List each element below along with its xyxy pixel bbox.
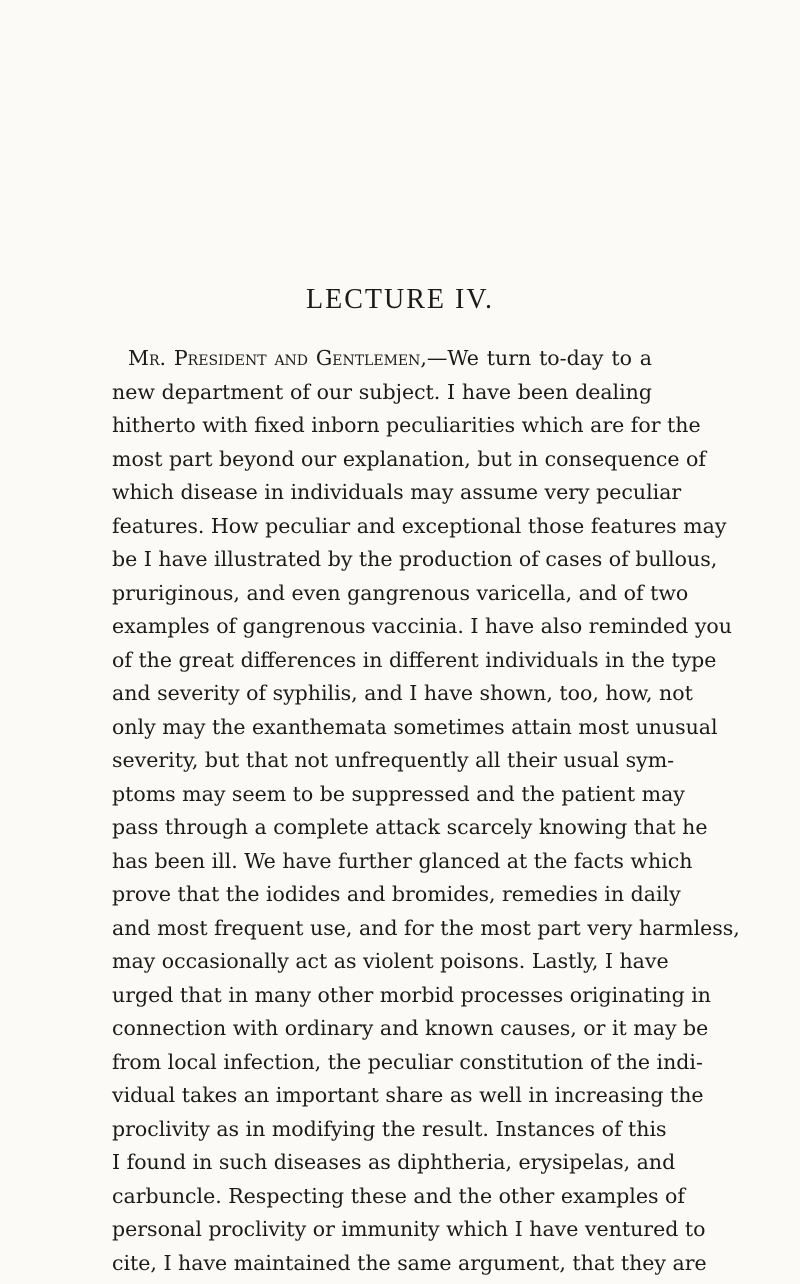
text-line: personal proclivity or immunity which I have ventured to [112,1217,706,1241]
opening-rest: —We turn to-day to a [426,346,652,370]
salutation: Mr. President and Gentlemen, [128,346,427,370]
text-line: carbuncle. Respecting these and the other examples of [112,1183,685,1208]
text-line: has been ill. We have further glanced at the facts which [112,848,693,873]
text-line: pruriginous, and even gangrenous varicella, and of two [112,580,689,605]
text-line: prove that the iodides and bromides, remedies in daily [112,882,681,906]
lecture-heading: LECTURE IV. [306,284,494,315]
text-line: hitherto with fixed inborn peculiarities which are for the [112,413,701,437]
text-line: cite, I have maintained the same argument, that they are [112,1250,707,1275]
text-line: proclivity as in modifying the result. Instances of this [112,1116,667,1141]
text-line: ptoms may seem to be suppressed and the patient may [112,781,685,806]
text-line: urged that in many other morbid processes originating in [112,982,711,1007]
text-line: I found in such diseases as diphtheria, erysipelas, and [112,1150,676,1174]
text-line: vidual takes an important share as well in increasing the [112,1083,704,1107]
text-line: examples of gangrenous vaccinia. I have also reminded you [112,614,732,638]
text-line: of the great differences in different individuals in the type [112,647,717,672]
text-line: which disease in individuals may assume very peculiar [112,480,682,504]
body-paragraph [112,342,740,1280]
text-line-1 [112,342,652,376]
text-line: and severity of syphilis, and I have shown, too, how, not [112,681,693,705]
text-line: new department of our subject. I have been dealing [112,379,652,404]
text-line: connection with ordinary and known causes, or it may be [112,1016,709,1040]
text-line: be I have illustrated by the production of cases of bullous, [112,547,718,571]
text-line: may occasionally act as violent poisons. Lastly, I have [112,949,669,973]
text-line: severity, but that not unfrequently all their usual sym- [112,748,675,772]
text-line: from local infection, the peculiar constitution of the indi- [112,1049,703,1074]
text-line: most part beyond our explanation, but in consequence of [112,446,706,471]
text-line: pass through a complete attack scarcely knowing that he [112,815,708,839]
text-line: features. How peculiar and exceptional those features may [112,513,727,538]
text-line: and most frequent use, and for the most part very harmless, [112,915,740,940]
text-line: only may the exanthemata sometimes attain most unusual [112,714,718,739]
